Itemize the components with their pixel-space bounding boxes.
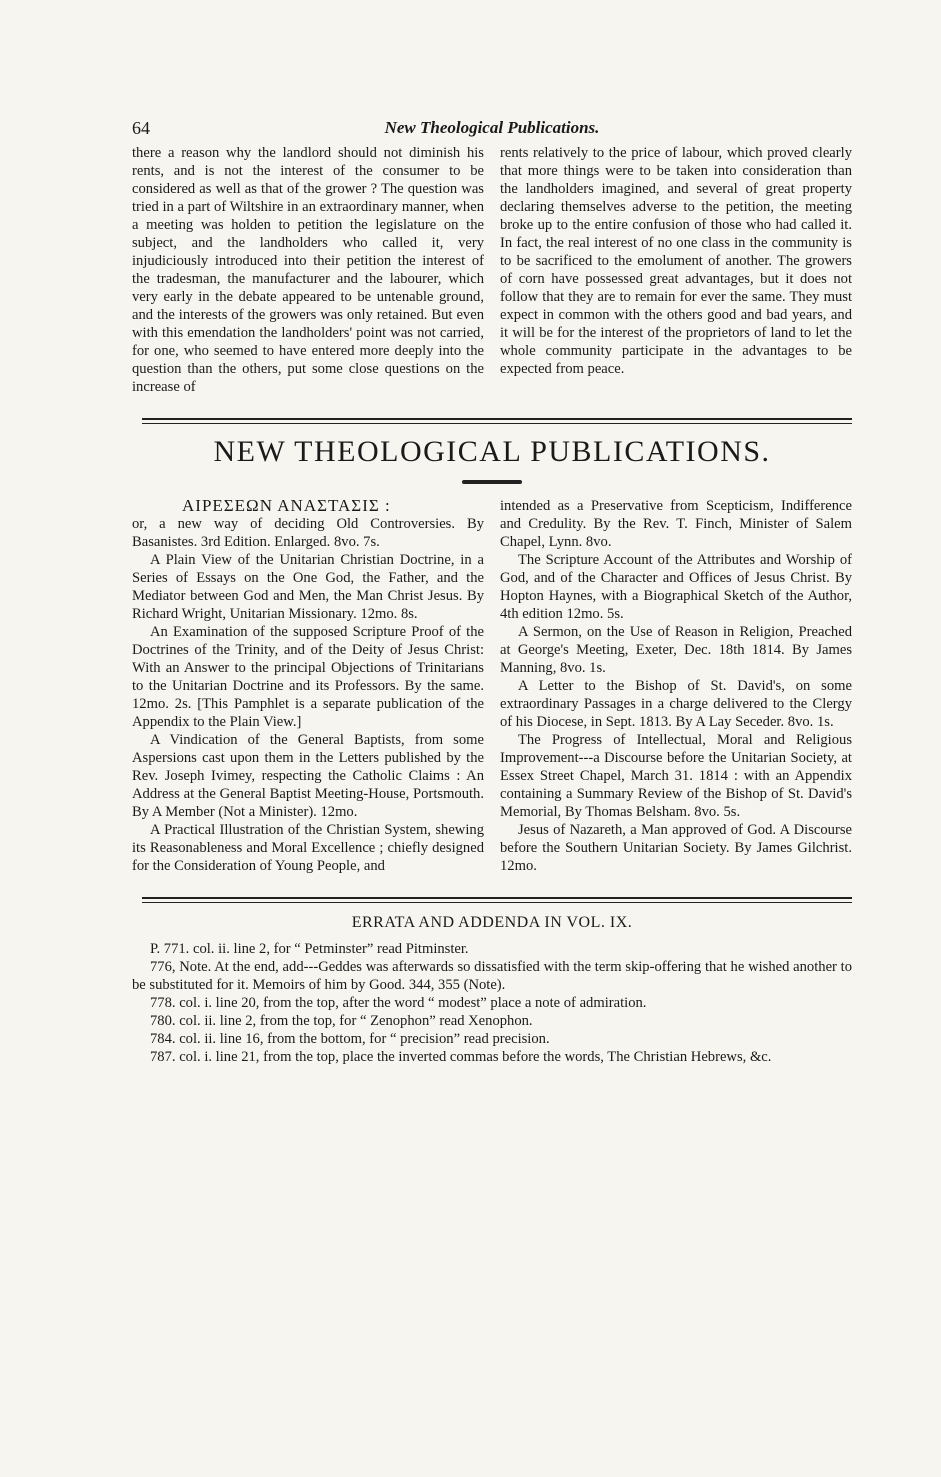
article-left-column — [132, 144, 484, 396]
publication-entry: The Progress of Intellectual, Moral and Religious Improvement---a Discourse before the Unitarian Society, at Essex Street Chapel, March 31. 1814 : with an Appendix containing a Summary Review of the Bishop of St. David's Memorial, By Thomas Belsham. 8vo. 5s. — [500, 732, 852, 820]
errata-title: ERRATA AND ADDENDA IN VOL. IX. — [351, 914, 633, 931]
publication-entry: or, a new way of deciding Old Controversies. By Basanistes. 3rd Edition. Enlarged. 8vo. 7s. — [132, 516, 484, 550]
publication-entry: Jesus of Nazareth, a Man approved of God. A Discourse before the Southern Unitarian Society. By James Gilchrist. 12mo. — [500, 822, 852, 874]
article-right-column — [500, 144, 852, 396]
section-divider — [142, 418, 852, 427]
errata-divider — [142, 897, 852, 906]
errata-item: 780. col. ii. line 2, from the top, for “ Zenophon” read Xenophon. — [150, 1013, 533, 1029]
publications-right-column — [500, 497, 852, 875]
errata-item: 776, Note. At the end, add---Geddes was afterwards so dissatisfied with the term skip-offering that he wished another to be substituted for it. Memoirs of him by Good. 344, 355 (Note). — [132, 959, 852, 993]
title-ornament — [132, 471, 852, 489]
errata-item: P. 771. col. ii. line 2, for “ Petminster” read Pitminster. — [150, 941, 469, 957]
errata-item: 778. col. i. line 20, from the top, after the word “ modest” place a note of admiration. — [150, 995, 647, 1011]
journal-page — [132, 118, 852, 1066]
publication-entry: A Letter to the Bishop of St. David's, on some extraordinary Passages in a charge delivered to the Clergy of his Diocese, in Sept. 1813. By A Lay Seceder. 8vo. 1s. — [500, 678, 852, 730]
running-title: New Theological Publications. — [384, 118, 600, 137]
errata-item: 787. col. i. line 21, from the top, place the inverted commas before the words, The Christian Hebrews, &c. — [150, 1049, 772, 1065]
publication-entry: The Scripture Account of the Attributes and Worship of God, and of the Character and Offices of Jesus Christ. By Hopton Haynes, with a Biographical Sketch of the Author, 4th edition 12mo. 5s. — [500, 552, 852, 622]
errata-list — [132, 940, 852, 1066]
publications-list — [132, 497, 852, 875]
article-continuation — [132, 144, 852, 396]
publication-entry: A Vindication of the General Baptists, from some Aspersions cast upon them in the Letters published by the Rev. Joseph Ivimey, respecting the Catholic Claims : An Address at the General Baptist Meeting-House, Portsmouth. By A Member (Not a Minister). 12mo. — [132, 732, 484, 820]
publications-left-column — [132, 497, 484, 875]
publication-entry: intended as a Preservative from Scepticism, Indifference and Credulity. By the Rev. T. Finch, Minister of Salem Chapel, Lynn. 8vo. — [500, 498, 852, 550]
section-title: NEW THEOLOGICAL PUBLICATIONS. — [213, 435, 771, 468]
publication-entry: A Practical Illustration of the Christian System, shewing its Reasonableness and Moral Excellence ; chiefly designed for the Consideration of Young People, and — [132, 822, 484, 874]
errata-item: 784. col. ii. line 16, from the bottom, for “ precision” read precision. — [150, 1031, 550, 1047]
publication-entry: ΑΙΡΕΣΕΩΝ ΑΝΑΣΤΑΣΙΣ : — [182, 496, 391, 515]
page-number: 64 — [132, 118, 150, 138]
article-text-left: there a reason why the landlord should not diminish his rents, and is not the interest of the consumer to be considered as well as that of the grower ? The question was tried in a part of Wiltshire in an extraordinary manner, when a meeting was holden to petition the legislature on the subject, and the landholders who called it, very injudiciously introduced into their petition the interest of the tradesman, the manufacturer and the labourer, which very early in the debate appeared to be untenable ground, and the interests of the growers was only retained. But even with this emendation the landholders' point was not carried, for one, who seemed to have entered more deeply into the question than the others, put some close questions on the increase of — [132, 145, 484, 395]
article-text-right: rents relatively to the price of labour, which proved clearly that more things were to be taken into consideration than the landholders imagined, and several of great property declaring themselves adverse to the petition, the meeting broke up to the entire confusion of those who had called it. In fact, the real interest of no one class in the community is to be sacrificed to the emolument of another. The growers of corn have possessed great advantages, but it does not follow that they are to remain for ever the same. They must expect in common with the others good and bad years, and it will be for the interest of the proprietors of land to let the whole community participate in the advantages to be expected from peace. — [500, 145, 852, 377]
publication-entry: A Plain View of the Unitarian Christian Doctrine, in a Series of Essays on the One God, the Father, and the Mediator between God and Men, the Man Christ Jesus. By Richard Wright, Unitarian Missionary. 12mo. 8s. — [132, 552, 484, 622]
publication-entry: An Examination of the supposed Scripture Proof of the Doctrines of the Trinity, and of the Deity of Jesus Christ: With an Answer to the principal Objections of Trinitarians to the Unitarian Doctrine and its Professors. By the same. 12mo. 2s. [This Pamphlet is a separate publication of the Appendix to the Plain View.] — [132, 624, 484, 730]
publication-entry: A Sermon, on the Use of Reason in Religion, Preached at George's Meeting, Exeter, Dec. 18th 1814. By James Manning, 8vo. 1s. — [500, 624, 852, 676]
running-header — [132, 118, 852, 144]
